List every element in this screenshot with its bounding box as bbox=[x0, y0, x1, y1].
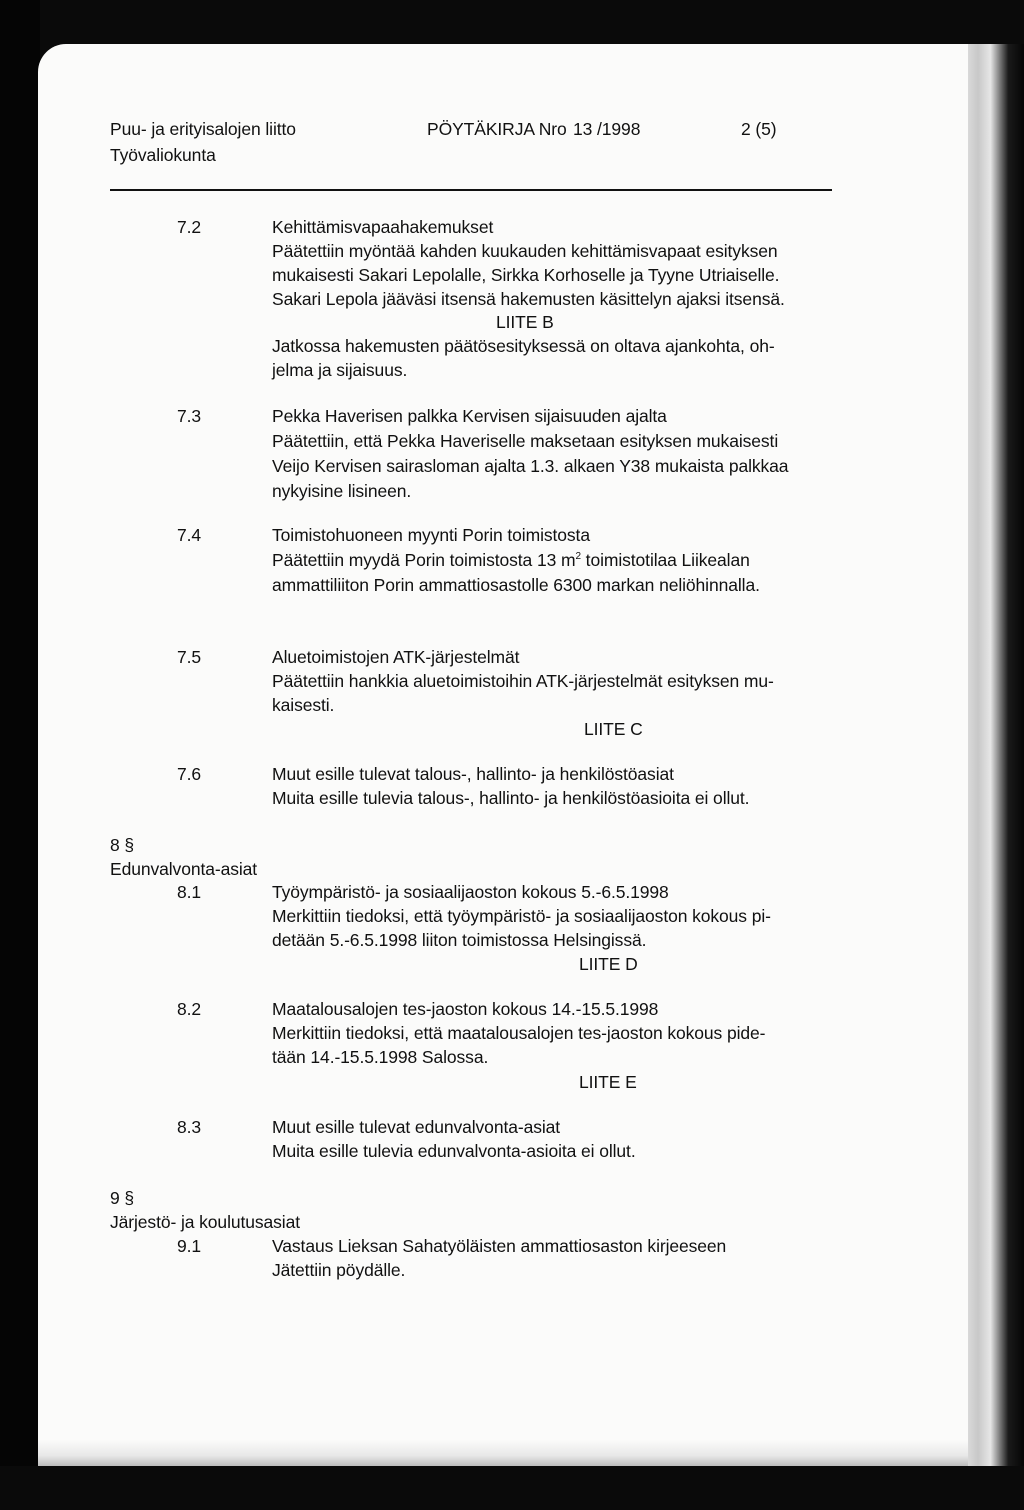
item-number: 7.4 bbox=[177, 525, 202, 545]
item-number: 7.6 bbox=[177, 764, 202, 784]
item-title: Pekka Haverisen palkka Kervisen sijaisuuden ajalta bbox=[272, 406, 667, 426]
item-title: Kehittämisvapaahakemukset bbox=[272, 217, 494, 237]
item-title: Työympäristö- ja sosiaalijaoston kokous 5.-6.5.1998 bbox=[272, 882, 669, 902]
item-text: Jatkossa hakemusten päätösesityksessä on oltava ajankohta, oh- bbox=[272, 336, 775, 356]
item-text: kaisesti. bbox=[272, 695, 335, 715]
item-number: 7.5 bbox=[177, 647, 202, 667]
item-title: Vastaus Lieksan Sahatyöläisten ammattiosaston kirjeeseen bbox=[272, 1236, 727, 1256]
item-text: Päätettiin myöntää kahden kuukauden kehittämisvapaat esityksen bbox=[272, 241, 778, 261]
item-number: 7.2 bbox=[177, 217, 202, 237]
item-title: Muut esille tulevat edunvalvonta-asiat bbox=[272, 1117, 561, 1137]
item-title: Aluetoimistojen ATK-järjestelmät bbox=[272, 647, 520, 667]
item-number: 8.2 bbox=[177, 999, 202, 1019]
item-title: Toimistohuoneen myynti Porin toimistosta bbox=[272, 525, 590, 545]
item-text: Päätettiin hankkia aluetoimistoihin ATK-järjestelmät esityksen mu- bbox=[272, 671, 774, 691]
item-title: Maatalousalojen tes-jaoston kokous 14.-15.5.1998 bbox=[272, 999, 659, 1019]
header-doc-label: PÖYTÄKIRJA Nro bbox=[427, 119, 567, 139]
item-text: nykyisine lisineen. bbox=[272, 481, 412, 501]
header-page-number: 2 (5) bbox=[741, 119, 777, 139]
item-text: Päätettiin, että Pekka Haveriselle maksetaan esityksen mukaisesti bbox=[272, 431, 779, 451]
header-org: Puu- ja erityisalojen liitto bbox=[110, 119, 296, 139]
item-text: detään 5.-6.5.1998 liiton toimistossa Helsingissä. bbox=[272, 930, 647, 950]
attachment-label: LIITE D bbox=[579, 954, 638, 974]
attachment-label: LIITE B bbox=[496, 312, 554, 332]
attachment-label: LIITE E bbox=[579, 1072, 637, 1092]
header-doc-number: 13 /1998 bbox=[573, 119, 641, 139]
item-text-part: Päätettiin myydä Porin toimistosta 13 m bbox=[272, 550, 576, 570]
attachment-label: LIITE C bbox=[584, 719, 643, 739]
item-text-part: toimistotilaa Liikealan bbox=[580, 550, 750, 570]
item-text: jelma ja sijaisuus. bbox=[272, 360, 408, 380]
item-text: Jätettiin pöydälle. bbox=[272, 1260, 406, 1280]
page-bottom-edge bbox=[38, 1440, 968, 1466]
item-text: Veijo Kervisen sairasloman ajalta 1.3. alkaen Y38 mukaista palkkaa bbox=[272, 456, 789, 476]
item-number: 8.1 bbox=[177, 882, 202, 902]
scan-right-edge bbox=[968, 44, 1024, 1510]
item-text: Merkittiin tiedoksi, että maatalousalojen tes-jaoston kokous pide- bbox=[272, 1023, 766, 1043]
item-title: Muut esille tulevat talous-, hallinto- ja henkilöstöasiat bbox=[272, 764, 674, 784]
item-text: Muita esille tulevia talous-, hallinto- ja henkilöstöasioita ei ollut. bbox=[272, 788, 750, 808]
section-title: Järjestö- ja koulutusasiat bbox=[110, 1212, 300, 1232]
item-text: ammattiliiton Porin ammattiosastolle 6300 markan neliöhinnalla. bbox=[272, 575, 760, 595]
section-number: 8 § bbox=[110, 835, 135, 855]
item-text: mukaisesti Sakari Lepolalle, Sirkka Korhoselle ja Tyyne Utriaiselle. bbox=[272, 265, 780, 285]
header-divider bbox=[110, 189, 832, 191]
item-text: Muita esille tulevia edunvalvonta-asioita ei ollut. bbox=[272, 1141, 636, 1161]
item-text: Merkittiin tiedoksi, että työympäristö- ja sosiaalijaoston kokous pi- bbox=[272, 906, 771, 926]
scan-bottom-edge bbox=[0, 1466, 1024, 1510]
section-number: 9 § bbox=[110, 1188, 135, 1208]
section-title: Edunvalvonta-asiat bbox=[110, 859, 258, 879]
item-number: 9.1 bbox=[177, 1236, 202, 1256]
item-text: Sakari Lepola jääväsi itsensä hakemusten käsittelyn ajaksi itsensä. bbox=[272, 289, 785, 309]
superscript: 2 bbox=[575, 551, 581, 563]
item-text: tään 14.-15.5.1998 Salossa. bbox=[272, 1047, 489, 1067]
item-text bbox=[272, 549, 750, 571]
item-number: 7.3 bbox=[177, 406, 202, 426]
item-number: 8.3 bbox=[177, 1117, 202, 1137]
header-committee: Työvaliokunta bbox=[110, 145, 216, 165]
scan-left-edge bbox=[0, 0, 40, 1510]
